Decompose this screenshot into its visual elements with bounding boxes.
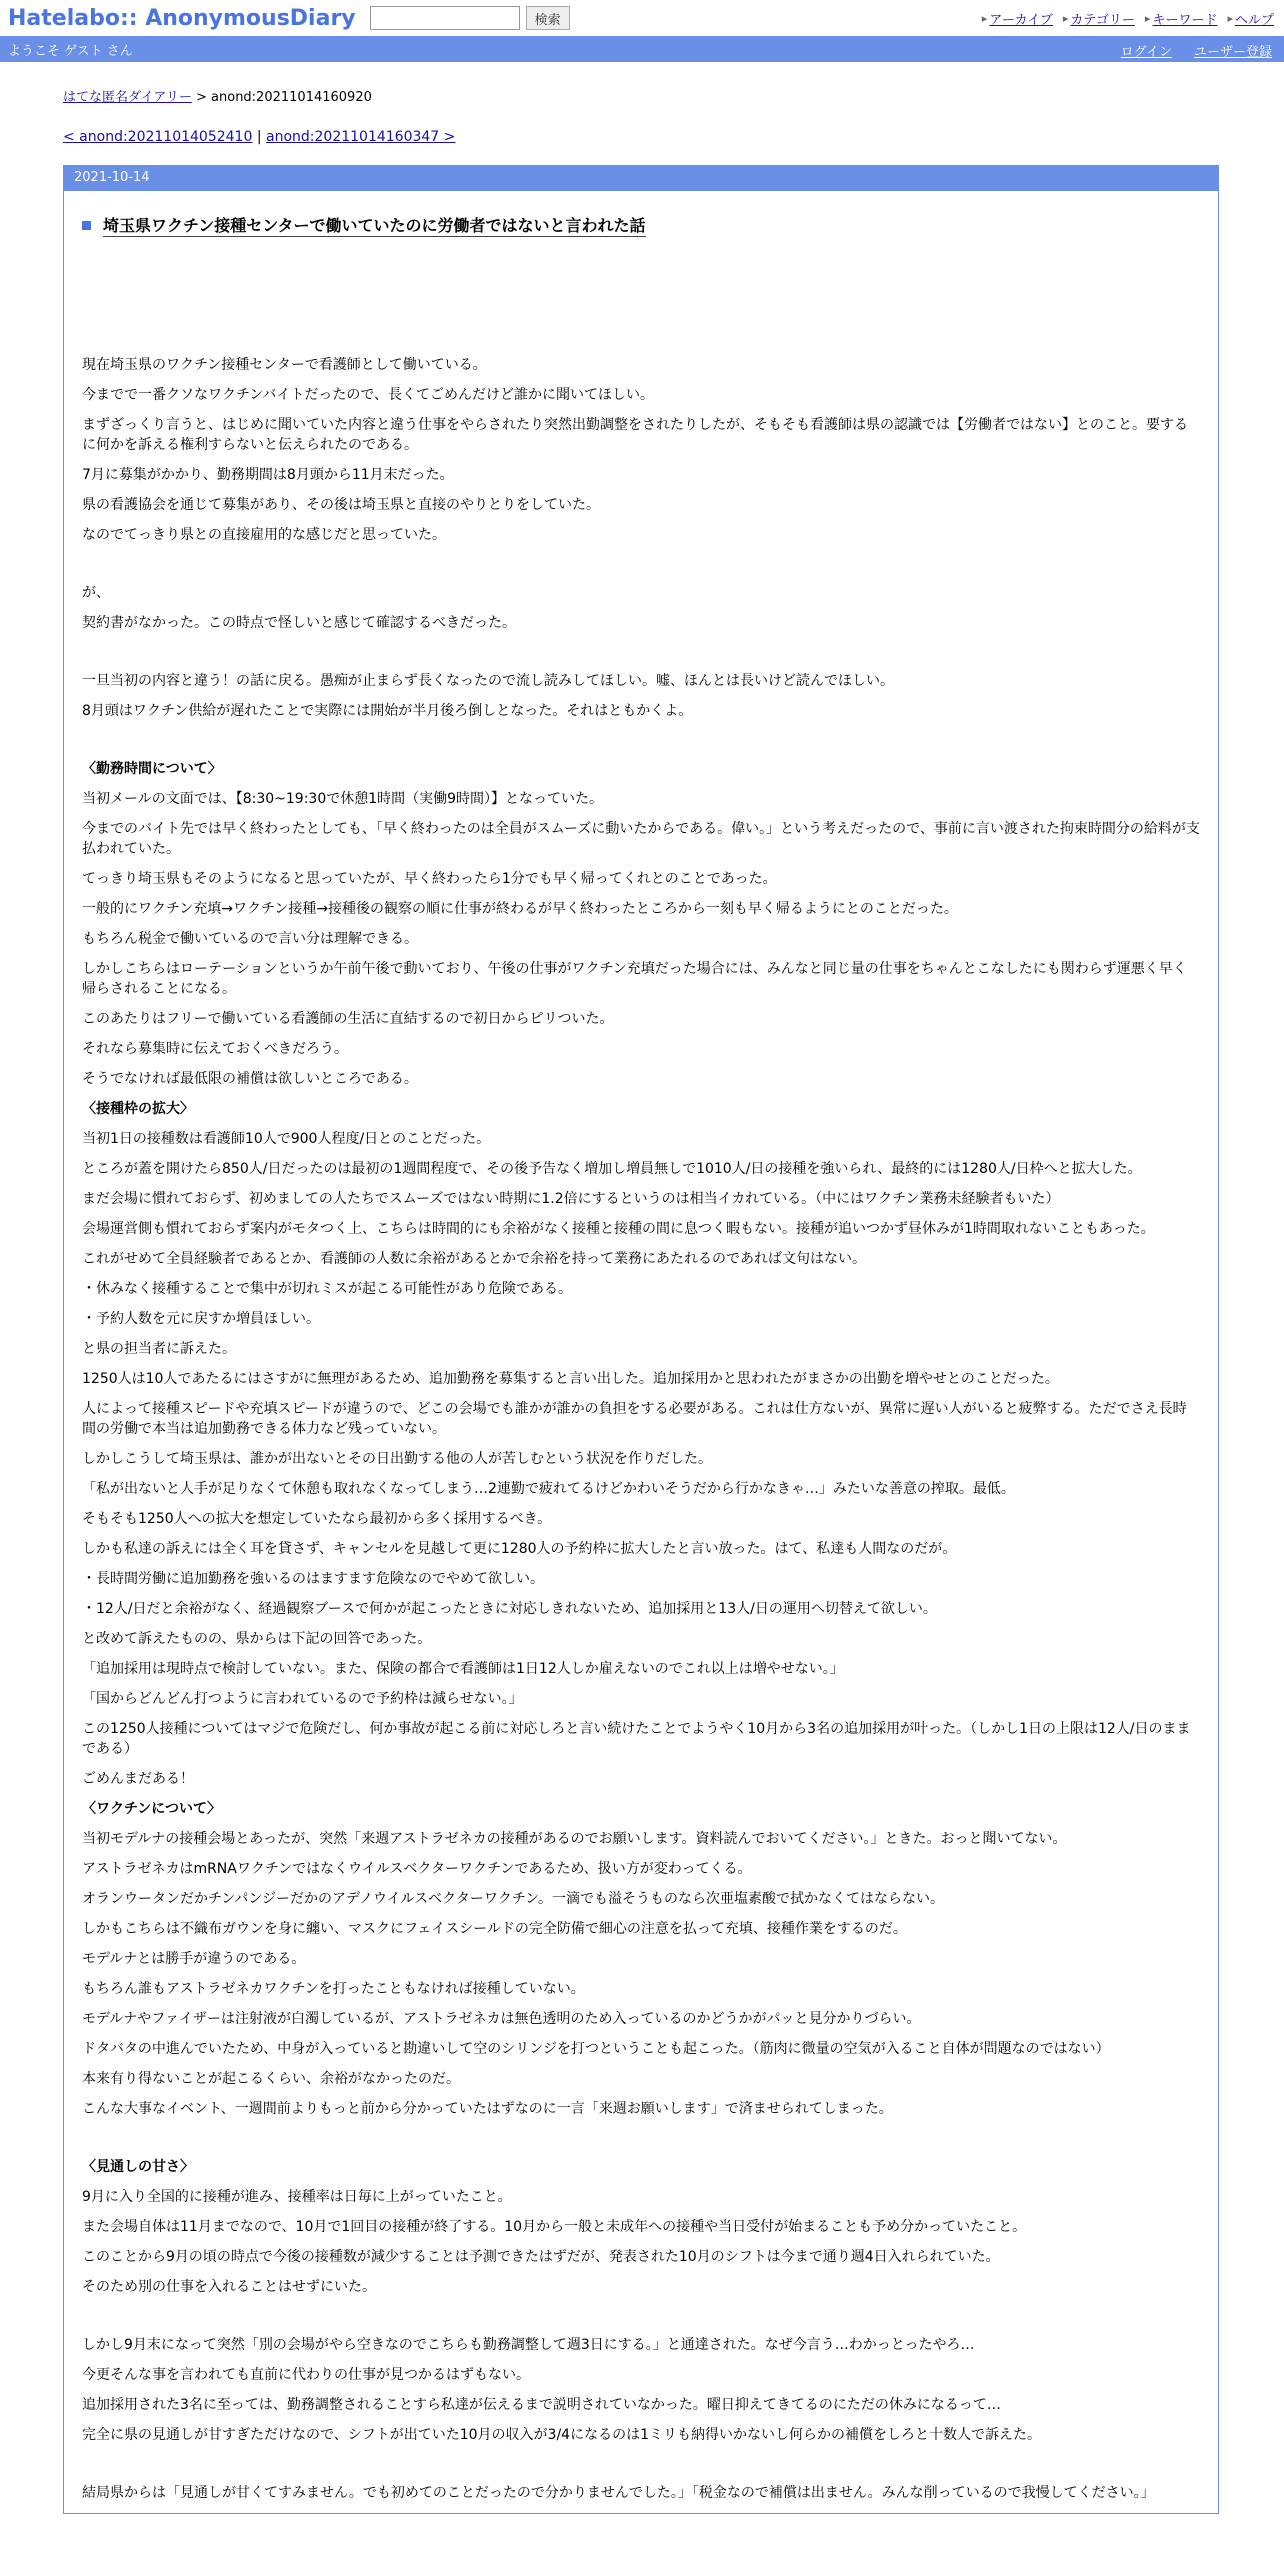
day-header [64,166,1218,191]
body-paragraph: しかもこちらは不織布ガウンを身に纏い、マスクにフェイスシールドの完全防備で細心の注意を払って充填、接種作業をするのだ。 [82,1921,907,1937]
body-paragraph: 当初メールの文面では、【8:30~19:30で休憩1時間（実働9時間）】となっていた。 [82,791,604,807]
pager-separator: | [256,129,262,145]
body-paragraph: 9月に入り全国的に接種が進み、接種率は日毎に上がっていたこと。 [82,2189,512,2205]
nav-item-help [1227,9,1274,28]
body-subheading: 〈ワクチンについて〉 [82,1801,222,1817]
body-paragraph: そもそも1250人への拡大を想定していたなら最初から多く採用するべき。 [82,1511,552,1527]
nav-link-archive[interactable]: アーカイブ [989,13,1053,28]
search-box [370,6,570,30]
body-paragraph: 今までで一番クソなワクチンバイトだったので、長くてごめんだけど誰かに聞いてほしい。 [82,387,655,403]
body-paragraph: 会場運営側も慣れておらず案内がモタつく上、こちらは時間的にも余裕がなく接種と接種の間に息つく暇もない。接種が追いつかず昼休みが1時間取れないこともあった。 [82,1221,1155,1237]
body-paragraph: これがせめて全員経験者であるとか、看護師の人数に余裕があるとかで余裕を持って業務にあたれるのであれば文句はない。 [82,1251,866,1267]
login-link[interactable]: ログイン [1120,45,1172,60]
body-paragraph: モデルナとは勝手が違うのである。 [82,1951,306,1967]
prev-entry-link[interactable]: < anond:20211014052410 [63,129,253,145]
blank-line [82,555,1200,583]
top-header [0,0,1284,36]
body-paragraph: しかし9月末になって突然「別の会場がやら空きなのでこちらも勤務調整して週3日にする。」と通達された。なぜ今言う…わかっとったやろ… [82,2337,975,2353]
body-paragraph: 「私が出ないと人手が足りなくて休憩も取れなくなってしまう…2連勤で疲れてるけどかわいそうだから行かなきゃ…」みたいな善意の搾取。最低。 [82,1481,1015,1497]
body-paragraph: 一旦当初の内容と違う！の話に戻る。愚痴が止まらず長くなったので流し読みしてほしい。嘘、ほんとは長いけど読んでほしい。 [82,673,894,689]
body-paragraph: 人によって接種スピードや充填スピードが違うので、どこの会場でも誰かが誰かの負担をする必要がある。これは仕方ないが、異常に遅い人がいると疲弊する。ただでさえ長時間の労働で本当は追加勤務できる体力など残っていない。 [82,1401,1187,1437]
body-paragraph: オランウータンだかチンパンジーだかのアデノウイルスベクターワクチン。一滴でも溢そうものなら次亜塩素酸で拭かなくてはならない。 [82,1891,945,1907]
body-paragraph: しかも私達の訴えには全く耳を貸さず、キャンセルを見越して更に1280人の予約枠に拡大したと言い放った。はて、私達も人間なのだが。 [82,1541,957,1557]
arrow-icon: ▸ [1227,12,1233,25]
body-paragraph: ・予約人数を元に戻すか増員ほしい。 [82,1311,320,1327]
arrow-icon: ▸ [1144,12,1151,25]
body-paragraph: もちろん税金で働いているので言い分は理解できる。 [82,931,418,947]
body-paragraph: 一般的にワクチン充填→ワクチン接種→接種後の観察の順に仕事が終わるが早く終わったところから一刻も早く帰るようにとのことだった。 [82,901,958,917]
body-subheading: 〈接種枠の拡大〉 [82,1101,194,1117]
body-paragraph: 結局県からは「見通しが甘くてすみません。でも初めてのことだったので分かりませんでした。」「税金なので補償は出ません。みんな削っているので我慢してください。」 [82,2485,1155,2501]
body-paragraph: まだ会場に慣れておらず、初めましての人たちでスムーズではない時期に1.2倍にするというのは相当イカれている。（中にはワクチン業務未経験者もいた） [82,1191,1060,1207]
body-paragraph: 現在埼玉県のワクチン接種センターで看護師として働いている。 [82,357,487,373]
body-paragraph: このあたりはフリーで働いている看護師の生活に直結するので初日からピリついた。 [82,1011,614,1027]
body-paragraph: まずざっくり言うと、はじめに聞いていた内容と違う仕事をやらされたり突然出勤調整をされたりしたが、そもそも看護師は県の認識では【労働者ではない】とのこと。要するに何かを訴える権利すらないと伝えられたのである。 [82,417,1188,453]
register-link[interactable]: ユーザー登録 [1193,45,1272,60]
breadcrumb-separator: > [195,90,207,105]
site-logo[interactable]: Hatelabo:: AnonymousDiary [8,5,356,31]
entry-date: 2021-10-14 [74,170,150,185]
body-paragraph: モデルナやファイザーは注射液が白濁しているが、アストラゼネカは無色透明のため入っているのかどうかがパッと見分かりづらい。 [82,2011,921,2027]
body-paragraph: 本来有り得ないことが起こるくらい、余裕がなかったのだ。 [82,2071,460,2087]
body-paragraph: てっきり埼玉県もそのようになると思っていたが、早く終わったら1分でも早く帰ってくれとのことであった。 [82,871,777,887]
body-paragraph: そうでなければ最低限の補償は欲しいところである。 [82,1071,418,1087]
body-paragraph: そのため別の仕事を入れることはせずにいた。 [82,2279,376,2295]
account-links [1121,41,1272,60]
body-paragraph: それなら募集時に伝えておくべきだろう。 [82,1041,348,1057]
body-paragraph: 今までのバイト先では早く終わったとしても、「早く終わったのは全員がスムーズに動いたからである。偉い。」という考えだったので、事前に言い渡された拘束時間分の給料が支払われていた。 [82,821,1200,857]
body-paragraph: が、 [82,585,110,601]
entry-pager [63,129,1219,145]
body-subheading: 〈見通しの甘さ〉 [82,2159,194,2175]
body-paragraph: ドタバタの中進んでいたため、中身が入っていると勘違いして空のシリンジを打つということも起こった。（筋肉に微量の空気が入ること自体が問題なのではない） [82,2041,1110,2057]
body-paragraph: ところが蓋を開けたら850人/日だったのは最初の1週間程度で、その後予告なく増加し増員無しで1010人/日の接種を強いられ、最終的には1280人/日枠へと拡大した。 [82,1161,1142,1177]
blank-line [82,2129,1200,2157]
body-paragraph: アストラゼネカはmRNAワクチンではなくウイルスベクターワクチンであるため、扱い方が変わってくる。 [82,1861,752,1877]
entry-body [82,355,1200,2503]
nav-link-help[interactable]: ヘルプ [1234,13,1274,28]
blank-line [82,731,1200,759]
body-paragraph: なのでてっきり県との直接雇用的な感じだと思っていた。 [82,527,446,543]
body-paragraph: 県の看護協会を通じて募集があり、その後は埼玉県と直接のやりとりをしていた。 [82,497,600,513]
welcome-bar [0,36,1284,62]
body-paragraph: ごめんまだある！ [82,1771,194,1787]
nav-item-category [1063,9,1135,28]
nav-item-archive [982,9,1053,28]
body-paragraph: と改めて訴えたものの、県からは下記の回答であった。 [82,1631,432,1647]
body-paragraph: と県の担当者に訴えた。 [82,1341,236,1357]
body-paragraph: 当初1日の接種数は看護師10人で900人程度/日とのことだった。 [82,1131,491,1147]
body-paragraph: 「国からどんどん打つように言われているので予約枠は減らせない。」 [82,1691,523,1707]
body-paragraph: しかしこちらはローテーションというか午前午後で動いており、午後の仕事がワクチン充填だった場合には、みんなと同じ量の仕事をちゃんとこなしたにも関わらず運悪く早く帰らされることになる。 [82,961,1187,997]
blank-line [82,2455,1200,2483]
welcome-message: ようこそ ゲスト さん [8,43,133,59]
body-paragraph: ・長時間労働に追加勤務を強いるのはますます危険なのでやめて欲しい。 [82,1571,544,1587]
breadcrumb [63,86,1219,105]
nav-link-keyword[interactable]: キーワード [1152,13,1218,28]
blank-line [82,2307,1200,2335]
body-paragraph: ・12人/日だと余裕がなく、経過観察ブースで何かが起こったときに対応しきれないため、追加採用と13人/日の運用へ切替えて欲しい。 [82,1601,937,1617]
entry-section [64,213,1218,2503]
breadcrumb-root-link[interactable]: はてな匿名ダイアリー [63,90,192,105]
body-paragraph: このことから9月の頃の時点で今後の接種数が減少することは予測できたはずだが、発表された10月のシフトは今まで通り週4日入れられていた。 [82,2249,1000,2265]
blank-line [82,643,1200,671]
body-paragraph: 当初モデルナの接種会場とあったが、突然「来週アストラゼネカの接種があるのでお願いします。資料読んでおいてください。」ときた。おっと聞いてない。 [82,1831,1067,1847]
body-paragraph: 「追加採用は現時点で検討していない。また、保険の都合で看護師は1日12人しか雇えないのでこれ以上は増やせない。」 [82,1661,844,1677]
body-paragraph: 契約書がなかった。この時点で怪しいと感じて確認するべきだった。 [82,615,516,631]
next-entry-link[interactable]: anond:20211014160347 > [266,129,456,145]
body-paragraph: もちろん誰もアストラゼネカワクチンを打ったこともなければ接種していない。 [82,1981,585,1997]
entry-title [82,213,1200,237]
search-input[interactable] [370,6,520,30]
arrow-icon: ▸ [981,12,988,25]
body-paragraph: 8月頭はワクチン供給が遅れたことで実際には開始が半月後ろ倒しとなった。それはともかくよ。 [82,703,693,719]
body-paragraph: 7月に募集がかかり、勤務期間は8月頭から11月末だった。 [82,467,454,483]
breadcrumb-current: anond:20211014160920 [211,90,372,105]
body-subheading: 〈勤務時間について〉 [82,761,222,777]
body-paragraph: 1250人は10人であたるにはさすがに無理があるため、追加勤務を募集すると言い出した。追加採用かと思われたがまさかの出勤を増やせとのことだった。 [82,1371,1059,1387]
nav-item-keyword [1145,9,1218,28]
entry-title-link[interactable]: 埼玉県ワクチン接種センターで働いていたのに労働者ではないと言われた話 [103,213,646,237]
arrow-icon: ▸ [1062,12,1069,25]
search-button[interactable]: 検索 [526,6,570,30]
body-paragraph: しかしこうして埼玉県は、誰かが出ないとその日出勤する他の人が苦しむという状況を作りだした。 [82,1451,712,1467]
nav-link-category[interactable]: カテゴリー [1070,13,1135,28]
day-box [63,165,1219,2514]
body-paragraph: ・休みなく接種することで集中が切れミスが起こる可能性があり危険である。 [82,1281,572,1297]
top-nav [982,9,1274,28]
body-paragraph: 追加採用された3名に至っては、勤務調整されることすら私達が伝えるまで説明されていなかった。曜日抑えてきてるのにただの休みになるって… [82,2397,1001,2413]
main-content [63,86,1219,2514]
body-paragraph: 完全に県の見通しが甘すぎただけなので、シフトが出ていた10月の収入が3/4になるのは1ミリも納得いかないし何らかの補償をしろと十数人で訴えた。 [82,2427,1041,2443]
body-paragraph: こんな大事なイベント、一週間前よりもっと前から分かっていたはずなのに一言「来週お願いします」で済ませられてしまった。 [82,2101,893,2117]
body-paragraph: この1250人接種についてはマジで危険だし、何か事故が起こる前に対応しろと言い続けたことでようやく10月から3名の追加採用が叶った。（しかし1日の上限は12人/日のままである） [82,1721,1191,1757]
body-paragraph: 今更そんな事を言われても直前に代わりの仕事が見つかるはずもない。 [82,2367,530,2383]
square-bullet-icon[interactable] [82,221,91,230]
body-paragraph: また会場自体は11月までなので、10月で1回目の接種が終了する。10月から一般と未成年への接種や当日受付が始まることも予め分かっていたこと。 [82,2219,1027,2235]
